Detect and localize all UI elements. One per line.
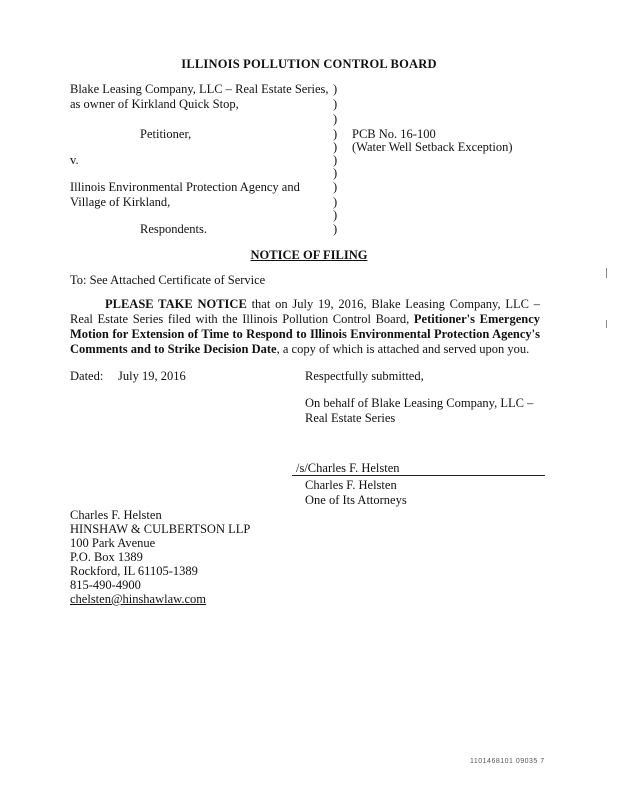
on-behalf-line1: On behalf of Blake Leasing Company, LLC – [305,396,534,410]
motion-title: Petitioner's Emergency Motion for Extension of Time to Respond to Illinois Environmental Protection Agency's Comments and to Strike Decision Date [70,312,541,356]
caption-paren: ) [333,153,338,167]
caption-paren: ) [333,140,338,154]
dated-label: Dated: [70,369,104,383]
contact-address1: 100 Park Avenue [70,536,156,550]
signer-role: One of Its Attorneys [305,493,407,507]
document-id: 1101468101 09035 7 [470,758,545,765]
caption-paren: ) [333,112,338,126]
versus-label: v. [70,153,79,167]
scan-edge-mark [606,268,607,278]
contact-phone: 815-490-4900 [70,578,141,592]
notice-title: NOTICE OF FILING [250,248,368,262]
respondent-role: Respondents. [140,222,208,236]
notice-recipient: To: See Attached Certificate of Service [70,273,266,287]
caption-paren: ) [333,208,338,222]
contact-name: Charles F. Helsten [70,508,162,522]
contact-firm: HINSHAW & CULBERTSON LLP [70,522,251,536]
respondent-name-line2: Village of Kirkland, [70,195,171,209]
scan-edge-mark [606,320,607,328]
signature-line [292,475,545,476]
caption-paren: ) [333,97,338,111]
petitioner-name-line2: as owner of Kirkland Quick Stop, [70,97,239,111]
petitioner-name-line1: Blake Leasing Company, LLC – Real Estate Series, [70,82,329,96]
respondent-name-line1: Illinois Environmental Protection Agency and [70,180,300,194]
notice-paragraph [70,297,540,357]
date-value: July 19, 2016 [118,369,186,383]
caption-paren: ) [333,127,338,141]
signer-name: Charles F. Helsten [305,478,397,492]
caption-paren: ) [333,222,338,236]
case-number: PCB No. 16-100 [352,127,436,141]
caption-paren: ) [333,180,338,194]
notice-body-part2: , a copy of which is attached and served upon you. [276,342,530,356]
petitioner-role: Petitioner, [140,127,192,141]
notice-body-part1: that on July 19, 2016, Blake Leasing Company, LLC – Real Estate Series filed with the Illinois Pollution Control Board, [70,297,540,326]
closing-text: Respectfully submitted, [305,369,424,383]
case-description: (Water Well Setback Exception) [352,140,513,154]
caption-paren: ) [333,82,338,96]
on-behalf-line2: Real Estate Series [305,411,396,425]
caption-paren: ) [333,195,338,209]
contact-email-link[interactable]: chelsten@hinshawlaw.com [70,592,207,606]
page-title: ILLINOIS POLLUTION CONTROL BOARD [181,57,437,71]
notice-lead: PLEASE TAKE NOTICE [105,297,247,311]
electronic-signature: /s/Charles F. Helsten [296,461,400,475]
contact-city: Rockford, IL 61105-1389 [70,564,198,578]
contact-address2: P.O. Box 1389 [70,550,143,564]
caption-paren: ) [333,166,338,180]
